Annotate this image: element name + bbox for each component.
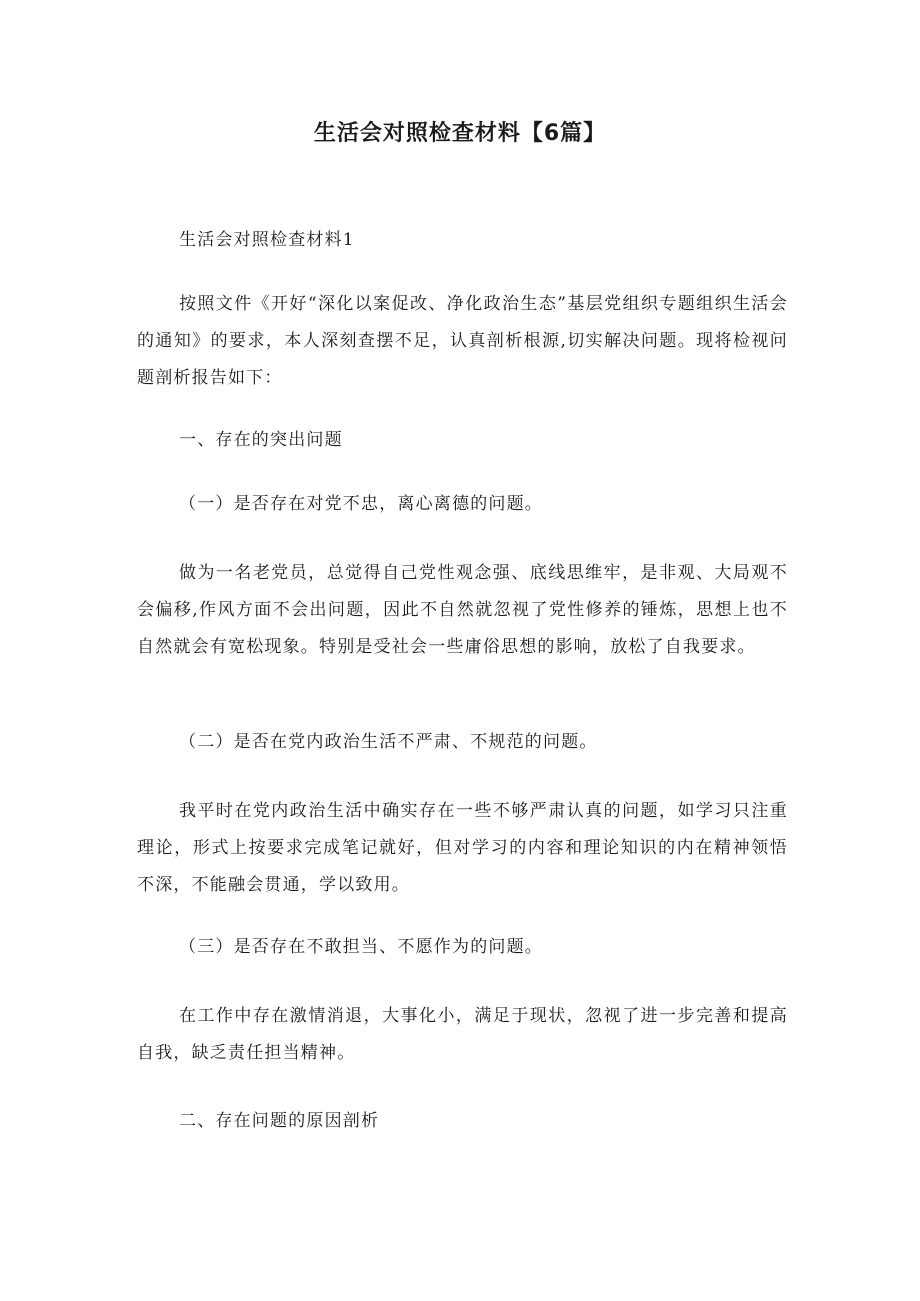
question-2: （二）是否在党内政治生活不严肃、不规范的问题。 [179,732,598,752]
answer-2-paragraph: 我平时在党内政治生活中确实存在一些不够严肃认真的问题，如学习只注重理论，形式上按要求完成笔记就好，但对学习的内容和理论知识的内在精神领悟不深，不能融会贯通，学以致用。 [137,801,788,895]
section-heading-2: 二、存在问题的原因剖析 [179,1111,380,1131]
section-heading-1: 一、存在的突出问题 [179,430,343,450]
answer-1-paragraph: 做为一名老党员，总觉得自己党性观念强、底线思维牢，是非观、大局观不会偏移,作风方面不会出问题，因此不自然就忽视了党性修养的锤炼，思想上也不自然就会有宽松现象。特别是受社会一些庸俗思想的影响，放松了自我要求。 [137,563,788,657]
document-title: 生活会对照检查材料【6篇】 [313,121,607,146]
section-subtitle: 生活会对照检查材料1 [179,230,355,250]
question-1: （一）是否存在对党不忠，离心离德的问题。 [179,494,543,514]
intro-paragraph: 按照文件《开好“深化以案促改、净化政治生态”基层党组织专题组织生活会的通知》的要求，本人深刻查摆不足，认真剖析根源,切实解决问题。现将检视问题剖析报告如下： [137,294,788,388]
answer-3-paragraph: 在工作中存在激情消退，大事化小，满足于现状，忽视了进一步完善和提高自我，缺乏责任担当精神。 [137,1006,788,1063]
question-3: （三）是否存在不敢担当、不愿作为的问题。 [179,937,543,957]
